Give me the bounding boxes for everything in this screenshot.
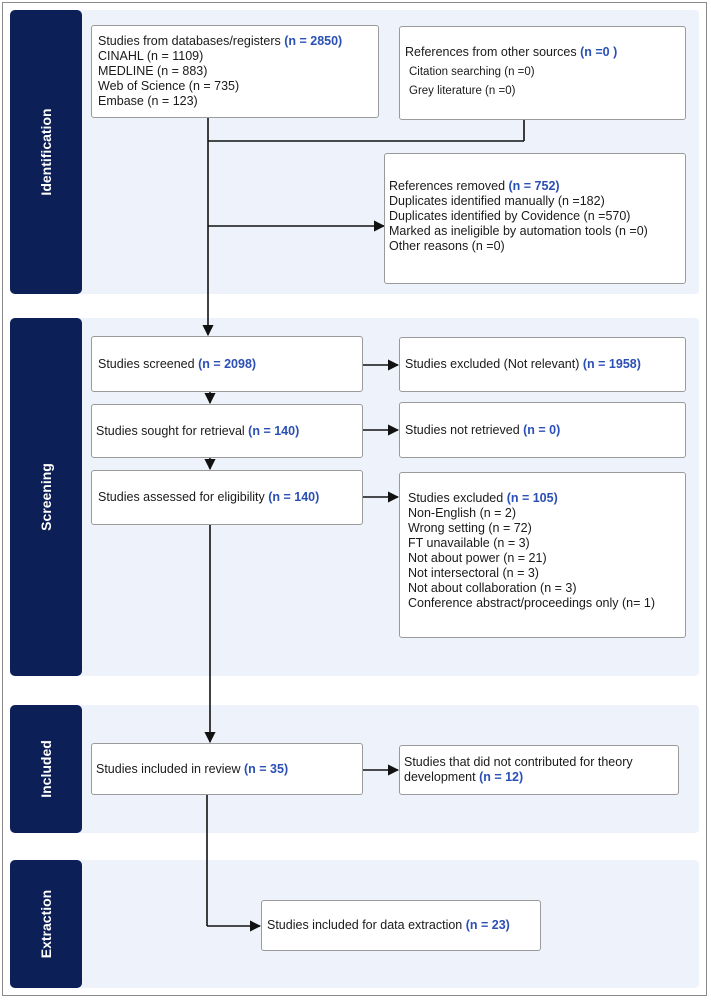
excluded-not-relevant-count: (n = 1958)	[582, 357, 641, 371]
identification-stage-label	[10, 10, 82, 294]
excluded-eligibility-line: Non-English (n = 2)	[408, 506, 517, 520]
databases-box	[91, 25, 379, 118]
sought-row	[96, 424, 362, 439]
removed-line: Duplicates identified manually (n =182)	[389, 194, 605, 208]
other-sources-count: (n =0 )	[580, 45, 618, 59]
excluded-not-relevant-row	[405, 357, 685, 372]
excluded-not-relevant-box	[399, 337, 686, 392]
identification-stage-text: Identification	[38, 108, 54, 196]
excluded-eligibility-title-row	[408, 491, 685, 506]
screening-stage-label	[10, 318, 82, 676]
included-review-box	[91, 743, 363, 795]
excluded-eligibility-line: Conference abstract/proceedings only (n= 1)	[408, 596, 656, 610]
extraction-stage-label	[10, 860, 82, 988]
included-row	[96, 762, 362, 777]
other-sources-title: References from other sources	[405, 45, 581, 59]
not-retrieved-title: Studies not retrieved	[405, 422, 524, 437]
not-retrieved-row	[405, 423, 685, 438]
not-contributed-line2: development	[404, 770, 480, 784]
screened-row	[98, 357, 362, 372]
removed-title-row	[389, 179, 685, 194]
data-extraction-box	[261, 900, 541, 951]
excluded-eligibility-line: Not intersectoral (n = 3)	[408, 566, 539, 580]
databases-title: Studies from databases/registers	[98, 34, 285, 48]
removed-line: Duplicates identified by Covidence (n =570)	[389, 209, 631, 223]
other-sources-title-row	[405, 45, 685, 60]
removed-line: Marked as ineligible by automation tools (n =0)	[389, 224, 648, 238]
excluded-eligibility-line: Not about power (n = 21)	[408, 551, 547, 565]
databases-count: (n = 2850)	[284, 34, 343, 48]
removed-line: Other reasons (n =0)	[389, 239, 505, 253]
excluded-not-relevant-title: Studies excluded (Not relevant)	[405, 357, 583, 371]
assessed-eligibility-box	[91, 470, 363, 525]
assessed-count: (n = 140)	[268, 490, 320, 504]
extraction-stage-text: Extraction	[38, 889, 54, 959]
not-retrieved-box	[399, 402, 686, 458]
excluded-eligibility-box	[399, 472, 686, 638]
databases-line: MEDLINE (n = 883)	[98, 64, 208, 78]
extraction-title: Studies included for data extraction	[267, 918, 466, 932]
included-count: (n = 35)	[244, 761, 289, 776]
sought-count: (n = 140)	[248, 423, 300, 438]
sought-title: Studies sought for retrieval	[96, 423, 249, 438]
not-contributed-line2-row	[404, 770, 678, 785]
databases-line: Embase (n = 123)	[98, 94, 198, 108]
included-stage-text: Included	[38, 740, 54, 798]
not-contributed-count: (n = 12)	[479, 770, 524, 784]
screened-title: Studies screened	[98, 356, 199, 371]
included-title: Studies included in review	[96, 761, 244, 776]
databases-line: CINAHL (n = 1109)	[98, 49, 204, 63]
references-removed-box	[384, 153, 686, 284]
not-contributed-line1: Studies that did not contributed for theory	[404, 755, 633, 769]
assessed-title: Studies assessed for eligibility	[98, 490, 269, 504]
assessed-row	[98, 490, 362, 505]
studies-screened-box	[91, 336, 363, 392]
not-contributed-box	[399, 745, 679, 795]
included-stage-label	[10, 705, 82, 833]
excluded-eligibility-title: Studies excluded	[408, 491, 507, 505]
removed-count: (n = 752)	[508, 179, 560, 193]
databases-line: Web of Science (n = 735)	[98, 79, 240, 93]
excluded-eligibility-line: Not about collaboration (n = 3)	[408, 581, 577, 595]
extraction-count: (n = 23)	[465, 918, 510, 932]
excluded-eligibility-count: (n = 105)	[506, 491, 558, 505]
extraction-row	[267, 918, 540, 933]
databases-title-row	[98, 34, 378, 49]
other-sources-box	[399, 26, 686, 120]
excluded-eligibility-line: FT unavailable (n = 3)	[408, 536, 530, 550]
excluded-eligibility-line: Wrong setting (n = 72)	[408, 521, 532, 535]
screened-count: (n = 2098)	[198, 356, 257, 371]
other-sources-line: Grey literature (n =0)	[409, 85, 516, 97]
screening-stage-text: Screening	[38, 463, 54, 531]
not-retrieved-count: (n = 0)	[523, 422, 561, 437]
other-sources-line: Citation searching (n =0)	[409, 66, 535, 78]
removed-title: References removed	[389, 179, 509, 193]
sought-retrieval-box	[91, 404, 363, 458]
